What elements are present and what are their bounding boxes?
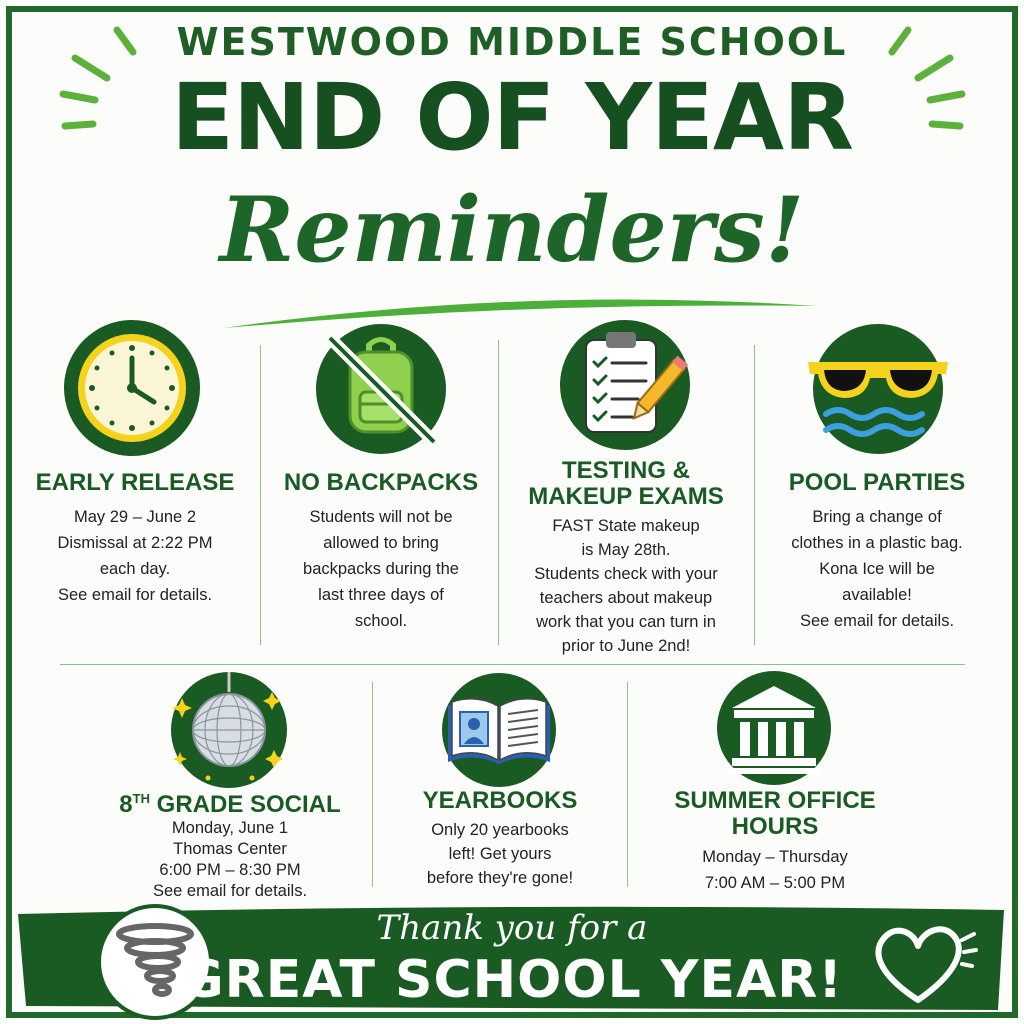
office-hours-section	[636, 788, 914, 896]
body-line: Only 20 yearbooks	[431, 821, 569, 839]
body-line: school.	[354, 612, 408, 630]
grade-social-body	[110, 818, 350, 902]
testing-title	[506, 458, 746, 510]
body-line: May 29 – June 2	[74, 508, 196, 526]
no-backpacks-body	[266, 504, 496, 634]
early-release-body	[20, 504, 250, 608]
body-line: Dismissal at 2:22 PM	[57, 534, 213, 552]
pool-parties-body	[762, 504, 992, 634]
body-line: 6:00 PM – 8:30 PM	[159, 861, 301, 879]
yearbooks-section	[380, 788, 620, 890]
body-line: Thomas Center	[173, 840, 287, 858]
divider	[372, 682, 373, 887]
pool-parties-section	[762, 470, 992, 634]
divider	[627, 682, 628, 887]
body-line: Students check with your	[534, 565, 718, 583]
body-line: teachers about makeup	[539, 589, 713, 607]
body-line: Monday, June 1	[171, 819, 289, 837]
grade-social-title-sup: TH	[132, 791, 150, 806]
school-name: WESTWOOD MIDDLE SCHOOL	[176, 20, 848, 64]
building-icon	[716, 670, 832, 786]
divider	[498, 340, 499, 645]
sunglasses-icon	[808, 322, 948, 456]
footer-thank-you: Thank you for a	[376, 908, 648, 948]
testing-section	[506, 458, 746, 658]
body-line: See email for details.	[152, 882, 308, 900]
yearbook-icon	[438, 672, 560, 788]
body-line: 7:00 AM – 5:00 PM	[704, 874, 846, 892]
grade-social-title	[110, 786, 350, 818]
early-release-section	[20, 470, 250, 608]
testing-title-line: MAKEUP EXAMS	[528, 483, 724, 510]
grade-social-title-number: 8	[119, 791, 133, 818]
body-line: is May 28th.	[581, 541, 671, 559]
divider	[260, 345, 261, 645]
body-line: last three days of	[318, 586, 444, 604]
body-line: backpacks during the	[303, 560, 459, 578]
body-line: clothes in a plastic bag.	[791, 534, 963, 552]
body-line: Students will not be	[309, 508, 453, 526]
testing-title-line: TESTING &	[561, 457, 690, 484]
body-line: Bring a change of	[812, 508, 942, 526]
body-line: Kona Ice will be	[819, 560, 935, 578]
yearbooks-body	[380, 818, 620, 890]
body-line: allowed to bring	[323, 534, 439, 552]
body-line: available!	[842, 586, 912, 604]
clipboard-icon	[558, 318, 692, 452]
grade-social-section	[110, 786, 350, 902]
divider	[60, 664, 965, 665]
body-line: Monday – Thursday	[702, 848, 848, 866]
early-release-title: EARLY RELEASE	[35, 469, 235, 496]
body-line: prior to June 2nd!	[561, 637, 691, 655]
backpack-icon	[314, 322, 448, 456]
body-line: left! Get yours	[448, 845, 552, 863]
body-line: FAST State makeup	[552, 517, 700, 535]
no-backpacks-section	[266, 470, 496, 634]
grade-social-title-rest: GRADE SOCIAL	[150, 791, 341, 818]
footer-great-school-year: GREAT SCHOOL YEAR!	[181, 950, 843, 1010]
body-line: work that you can turn in	[536, 613, 716, 631]
pool-parties-title: POOL PARTIES	[788, 469, 966, 496]
headline: END OF YEAR	[171, 64, 853, 171]
no-backpacks-title: NO BACKPACKS	[283, 469, 479, 496]
office-hours-body	[636, 844, 914, 896]
divider	[754, 345, 755, 645]
body-line: See email for details.	[57, 586, 213, 604]
body-line: See email for details.	[799, 612, 955, 630]
testing-body	[506, 514, 746, 658]
clock-icon	[64, 320, 200, 456]
headline-script: Reminders!	[219, 177, 805, 283]
yearbooks-title: YEARBOOKS	[422, 787, 578, 814]
body-line: each day.	[99, 560, 171, 578]
disco-ball-icon	[168, 670, 290, 788]
office-hours-title: SUMMER OFFICE HOURS	[674, 787, 876, 840]
body-line: before they're gone!	[426, 869, 574, 887]
swoosh-underline	[220, 292, 820, 332]
